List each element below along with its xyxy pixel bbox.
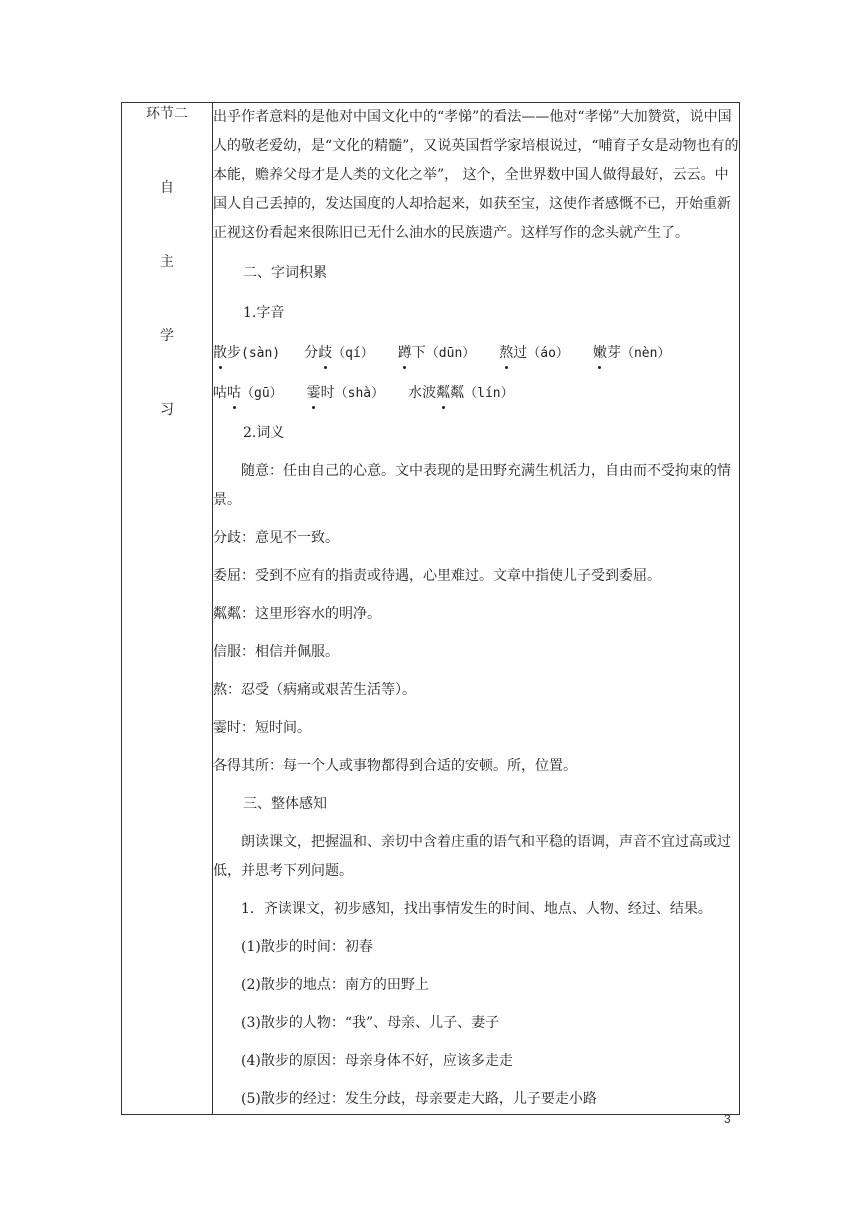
answer-item: (4)散步的原因：母亲身体不好，应该多走走 bbox=[241, 1053, 513, 1069]
pinyin-entry-text: 水波 bbox=[408, 385, 437, 401]
emphasis-dot-char: 咕 bbox=[227, 379, 241, 408]
pinyin-row bbox=[213, 379, 739, 408]
pinyin-entry bbox=[499, 339, 569, 368]
pinyin-entry-text: 过 bbox=[513, 345, 528, 361]
lesson-table bbox=[121, 102, 740, 1115]
pinyin-reading: （nèn） bbox=[620, 346, 671, 361]
section-label-line: 习 bbox=[160, 402, 174, 418]
pinyin-row bbox=[213, 339, 739, 368]
emphasis-dot-char: 熬 bbox=[499, 339, 513, 368]
question: 1．齐读课文，初步感知，找出事情发生的时间、地点、人物、经过、结果。 bbox=[241, 901, 712, 917]
section-label-line: 自 bbox=[160, 180, 174, 196]
pinyin-reading: （gū） bbox=[241, 386, 283, 401]
content-body bbox=[213, 103, 739, 1114]
reading-instruction: 朗读课文，把握温和、亲切中含着庄重的语气和平稳的语调，声音不宜过高或过低，并思考下列问题。 bbox=[213, 834, 731, 879]
pinyin-entry bbox=[408, 379, 513, 408]
emphasis-dot-char: 蹲 bbox=[398, 339, 412, 368]
pinyin-reading: (sàn) bbox=[241, 346, 281, 361]
pinyin-reading: （dūn） bbox=[425, 346, 476, 361]
section-label-line: 环节二 bbox=[146, 106, 188, 122]
pinyin-entry-text: 步 bbox=[227, 345, 241, 361]
pinyin-entry-text: 粼 bbox=[450, 385, 465, 401]
pinyin-entry-text: 时 bbox=[320, 385, 335, 401]
vocab-entry: 分歧：意见不一致。 bbox=[213, 530, 339, 546]
emphasis-dot-char: 歧 bbox=[318, 339, 332, 368]
section-heading: 二、字词积累 bbox=[243, 265, 327, 281]
pinyin-entry bbox=[398, 339, 475, 368]
vocab-entry: 熬：忍受（病痛或艰苦生活等）。 bbox=[213, 682, 416, 698]
pinyin-entry-text: 咕 bbox=[213, 385, 227, 401]
vocab-entry: 信服：相信并佩服。 bbox=[213, 644, 339, 660]
pinyin-reading: （lín） bbox=[464, 386, 514, 401]
emphasis-dot-char: 霎 bbox=[307, 379, 321, 408]
vocab-entry: 随意：任由自己的心意。文中表现的是田野充满生机活力，自由而不受拘束的情景。 bbox=[213, 463, 731, 508]
answer-item: (3)散步的人物：“我”、母亲、儿子、妻子 bbox=[241, 1015, 500, 1031]
pinyin-entry-text: 芽 bbox=[606, 345, 621, 361]
sub-heading: 1.字音 bbox=[243, 305, 285, 321]
pinyin-entry-text: 分 bbox=[304, 345, 319, 361]
answer-item: (5)散步的经过：发生分歧，母亲要走大路，儿子要走小路 bbox=[241, 1091, 597, 1107]
pinyin-reading: （áo） bbox=[527, 346, 569, 361]
emphasis-dot-char: 嫩 bbox=[593, 339, 607, 368]
pinyin-entry bbox=[307, 379, 384, 408]
pinyin-entry-text: 下 bbox=[411, 345, 426, 361]
intro-paragraph: 出乎作者意料的是他对中国文化中的“孝悌”的看法——他对“孝悌”大加赞赏，说中国人的敬老爱幼，是“文化的精髓”，又说英国哲学家培根说过，“哺育子女是动物也有的本能，赡养父母才是人类的文化之举”， 这个，全世界数中国人做得最好，云云。中国人自己丢掉的，发达国度的人却拾起来，如获至宝，这使作者感慨不已，开始重新正视这份看起来很陈旧已无什么油水的民族遗产。这样写作的念头就产生了。 bbox=[213, 109, 739, 241]
section-heading: 三、整体感知 bbox=[243, 796, 327, 812]
vocab-entry: 粼粼：这里形容水的明净。 bbox=[213, 606, 381, 622]
pinyin-reading: （shà） bbox=[334, 386, 385, 401]
vocab-entry: 霎时：短时间。 bbox=[213, 720, 311, 736]
emphasis-dot-char: 粼 bbox=[436, 379, 450, 408]
emphasis-dot-char: 散 bbox=[213, 339, 227, 368]
vocab-entry: 委屈：受到不应有的指责或待遇，心里难过。文章中指使儿子受到委屈。 bbox=[213, 568, 661, 584]
vocab-entry: 各得其所：每一个人或事物都得到合适的安顿。所，位置。 bbox=[213, 758, 577, 774]
content-cell bbox=[213, 103, 740, 1115]
pinyin-reading: （qí） bbox=[332, 346, 374, 361]
section-label-line: 学 bbox=[160, 328, 174, 344]
section-label-line: 主 bbox=[160, 254, 174, 270]
pinyin-entry bbox=[213, 379, 283, 408]
answer-item: (2)散步的地点：南方的田野上 bbox=[241, 977, 429, 993]
pinyin-entry bbox=[304, 339, 374, 368]
section-label bbox=[122, 103, 212, 419]
sub-heading: 2.词义 bbox=[243, 425, 285, 441]
pinyin-entry bbox=[213, 339, 280, 368]
pinyin-entry bbox=[593, 339, 670, 368]
page-number: 3 bbox=[724, 1112, 731, 1126]
section-label-cell bbox=[122, 103, 213, 1115]
answer-item: (1)散步的时间：初春 bbox=[241, 939, 373, 955]
